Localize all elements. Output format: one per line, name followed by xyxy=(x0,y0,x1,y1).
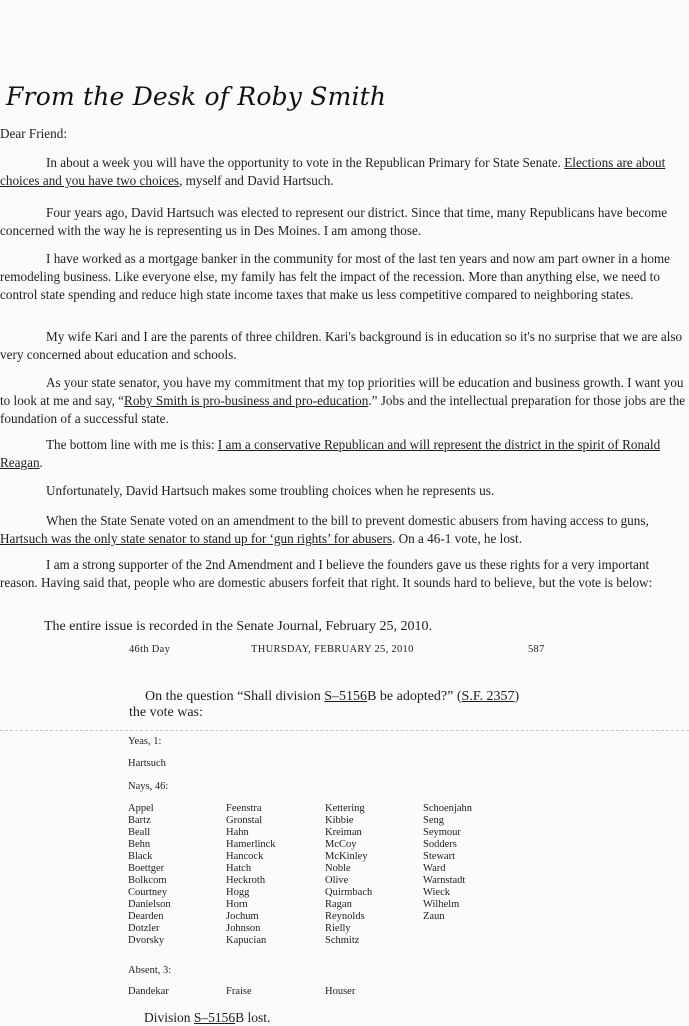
senator-name: Dearden xyxy=(128,911,164,922)
senator-name: Hamerlinck xyxy=(226,839,276,850)
paragraph-3: I have worked as a mortgage banker in the community for most of the last ten years and now am part owner in a home remodeling business. Like everyone else, my family has felt the impact of the recession. More than anything else, we need to control state spending and reduce high state income taxes that make us less competitive compared to neighboring states. xyxy=(0,251,671,302)
senator-name: Dvorsky xyxy=(128,935,165,946)
nays-column-1 xyxy=(128,803,171,947)
senator-name: Johnson xyxy=(226,923,261,934)
senator-name: Hogg xyxy=(226,887,250,898)
absent-senator-name: Fraise xyxy=(226,986,252,997)
paragraph-2: Four years ago, David Hartsuch was elected to represent our district. Since that time, many Republicans have become concerned with the way he is representing us in Des Moines. I am among those. xyxy=(0,205,668,238)
senator-name: Rielly xyxy=(325,923,351,934)
letterhead-title: From the Desk of Roby Smith xyxy=(6,82,387,111)
senator-name: Stewart xyxy=(423,851,456,862)
senator-name: Appel xyxy=(128,803,154,814)
yeas-label: Yeas, 1: xyxy=(128,736,162,747)
senator-name: McCoy xyxy=(325,839,357,850)
senator-name: Wieck xyxy=(423,887,450,898)
senator-name: Bartz xyxy=(128,815,151,826)
paragraph-1: In about a week you will have the opportunity to vote in the Republican Primary for State Senate. Elections are about choices and you have two choices, myself and David Hartsuch. xyxy=(0,155,666,188)
underlined-text: I am a conservative Republican and will represent the district in the spirit of Ronald Reagan xyxy=(0,437,661,470)
nays-column-3 xyxy=(325,803,372,947)
senator-name: Boettger xyxy=(128,863,165,874)
senator-name: Seng xyxy=(423,815,444,826)
senator-name: Ragan xyxy=(325,899,352,910)
senator-name: Feenstra xyxy=(226,803,262,814)
journal-date: THURSDAY, FEBRUARY 25, 2010 xyxy=(251,644,414,655)
absent-senator-name: Houser xyxy=(325,986,356,997)
senator-name: Sodders xyxy=(423,839,457,850)
senator-name: Ward xyxy=(423,863,446,874)
journal-page-number: 587 xyxy=(528,644,545,655)
senator-name: Hatch xyxy=(226,863,252,874)
senator-name: Kreiman xyxy=(325,827,362,838)
senator-name: Beall xyxy=(128,827,151,838)
senator-name: Dotzler xyxy=(128,923,160,934)
senator-name: Horn xyxy=(226,899,248,910)
nays-label: Nays, 46: xyxy=(128,781,169,792)
absent-senator-name: Dandekar xyxy=(128,986,169,997)
senator-name: Kapucian xyxy=(226,935,267,946)
senator-name: Zaun xyxy=(423,911,445,922)
vote-question: On the question “Shall division S–5156B be adopted?” (S.F. 2357) the vote was: xyxy=(129,689,520,720)
paragraph-7: Unfortunately, David Hartsuch makes some troubling choices when he represents us. xyxy=(46,483,495,498)
underlined-text: Elections are about choices and you have two choices xyxy=(0,155,666,188)
paragraph-5: As your state senator, you have my commitment that my top priorities will be education and business growth. I want you to look at me and say, “Roby Smith is pro-business and pro-education.” Jobs and the intellectual preparation for those jobs are the foundation of a successful state. xyxy=(0,375,686,426)
senator-name: Behn xyxy=(128,839,151,850)
senator-name: Courtney xyxy=(128,887,168,898)
senator-name: Hahn xyxy=(226,827,249,838)
senator-name: Warnstadt xyxy=(423,875,466,886)
senator-name: Schoenjahn xyxy=(423,803,472,814)
senator-name: Bolkcom xyxy=(128,875,167,886)
nays-column-4 xyxy=(423,803,472,923)
underlined-text: Hartsuch was the only state senator to stand up for ‘gun rights’ for abusers xyxy=(0,531,392,546)
senator-name: Danielson xyxy=(128,899,171,910)
salutation: Dear Friend: xyxy=(0,126,68,141)
nays-column-2 xyxy=(226,803,276,947)
senator-name: Olive xyxy=(325,875,349,886)
senator-name: Seymour xyxy=(423,827,461,838)
senator-name: Reynolds xyxy=(325,911,365,922)
senator-name: Wilhelm xyxy=(423,899,460,910)
senator-name: Hancock xyxy=(226,851,264,862)
journal-reference: The entire issue is recorded in the Senate Journal, February 25, 2010. xyxy=(44,619,433,634)
vote-result: Division S–5156B lost. xyxy=(144,1010,271,1025)
senator-name: Heckroth xyxy=(226,875,266,886)
yeas-name: Hartsuch xyxy=(128,758,166,769)
paragraph-4: My wife Kari and I are the parents of three children. Kari's background is in education so it's no surprise that we are also very concerned about education and schools. xyxy=(0,329,683,362)
letter xyxy=(0,82,689,590)
senator-name: Jochum xyxy=(226,911,259,922)
underlined-text: Roby Smith is pro-business and pro-education xyxy=(124,393,369,408)
paragraph-6: The bottom line with me is this: I am a conservative Republican and will represent the district in the spirit of Ronald Reagan. xyxy=(0,437,661,470)
senator-name: Quirmbach xyxy=(325,887,373,898)
senator-name: Kibbie xyxy=(325,815,354,826)
senator-name: Gronstal xyxy=(226,815,263,826)
absent-label: Absent, 3: xyxy=(128,965,172,976)
senator-name: Schmitz xyxy=(325,935,360,946)
senator-name: Noble xyxy=(325,863,351,874)
senator-name: Black xyxy=(128,851,153,862)
paragraph-9: I am a strong supporter of the 2nd Amendment and I believe the founders gave us these rights for a very important reason. Having said that, people who are domestic abusers forfeit that right. It sounds hard to believe, but the vote is below: xyxy=(0,557,653,590)
senator-name: McKinley xyxy=(325,851,368,862)
paragraph-8: When the State Senate voted on an amendment to the bill to prevent domestic abusers from having access to guns, Hartsuch was the only state senator to stand up for ‘gun rights’ for abusers. On a 46-1 vote, he lost. xyxy=(0,513,649,546)
scan-divider xyxy=(0,730,689,731)
journal-day: 46th Day xyxy=(129,644,171,655)
senator-name: Kettering xyxy=(325,803,365,814)
